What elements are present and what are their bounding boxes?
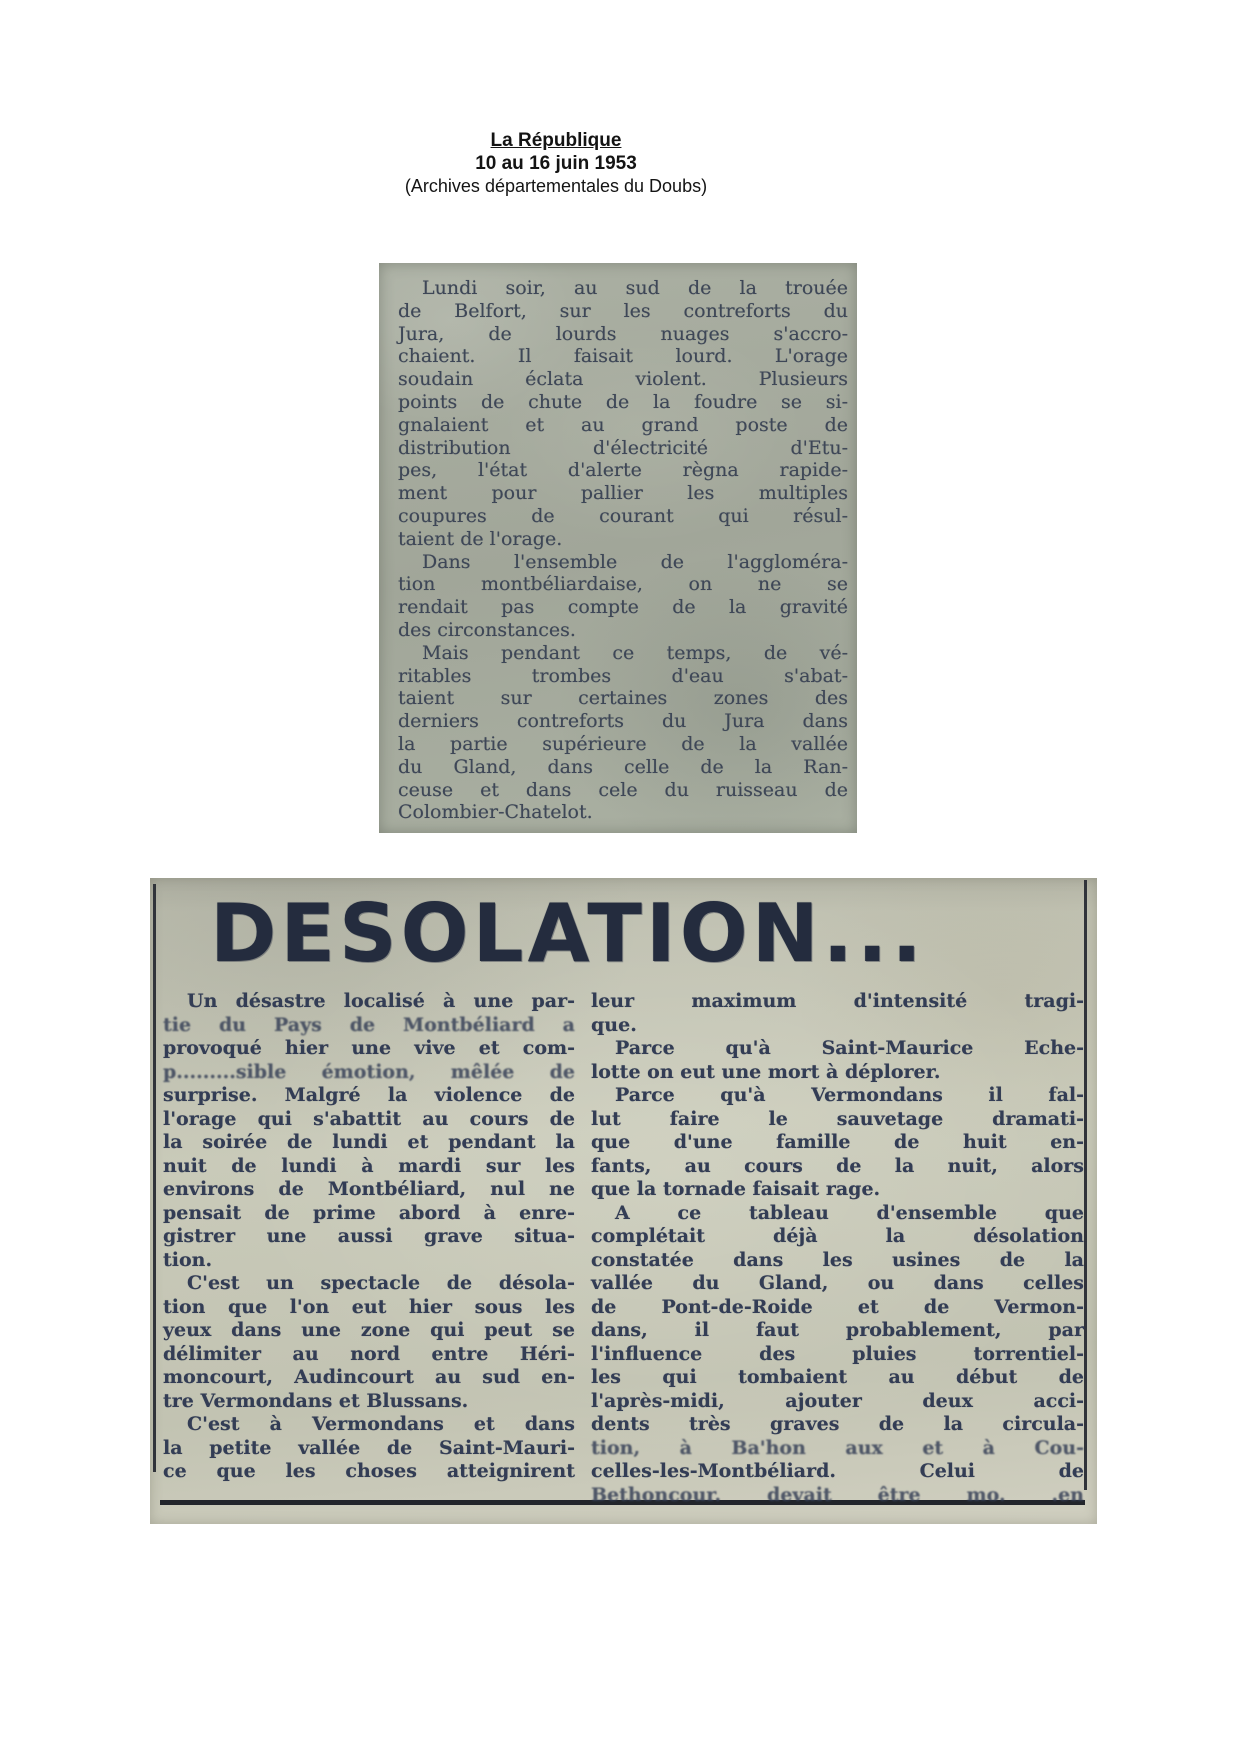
text-line: taient de l'orage. — [398, 527, 563, 550]
text-line: gnalaient et au grand poste de — [398, 413, 848, 436]
text-line: que d'une famille de huit en- — [591, 1131, 1084, 1153]
text-line: ceuse et dans cele du ruisseau de — [398, 778, 848, 801]
newspaper-clipping-storm-report — [379, 263, 857, 833]
text-line: Jura, de lourds nuages s'accro- — [398, 322, 848, 345]
article-left-column — [163, 990, 575, 1507]
text-line: la petite vallée de Saint-Mauri- — [163, 1436, 575, 1459]
archive-source: (Archives départementales du Doubs) — [404, 176, 708, 196]
article-headline: DESOLATION... — [210, 887, 926, 980]
text-line: de Belfort, sur les contreforts du — [398, 299, 848, 322]
text-line: pensait de prime abord à enre- — [163, 1201, 575, 1224]
text-line: rendait pas compte de la gravité — [398, 596, 848, 619]
text-line: lotte on eut une mort à déplorer. — [591, 1060, 941, 1083]
right-border-rule — [1084, 880, 1087, 1490]
text-line: soudain éclata violent. Plusieurs — [398, 368, 848, 391]
text-line: C'est à Vermondans et dans — [187, 1413, 575, 1435]
text-line: Dans l'ensemble de l'aggloméra- — [422, 550, 848, 573]
publication-date-range: 10 au 16 juin 1953 — [475, 153, 637, 174]
text-line: celles-les-Montbéliard. Celui de — [591, 1460, 1084, 1482]
text-line: tion montbéliardaise, on ne se — [398, 573, 848, 596]
clipping-text-column — [398, 277, 848, 824]
text-line: Mais pendant ce temps, de vé- — [422, 641, 848, 664]
text-line: l'après-midi, ajouter deux acci- — [591, 1389, 1084, 1412]
text-line: Lundi soir, au sud de la trouée — [422, 277, 848, 299]
text-line: Parce qu'à Saint-Maurice Eche- — [615, 1037, 1084, 1059]
text-line: nuit de lundi à mardi sur les — [163, 1154, 575, 1177]
text-line: Bethoncour. devait être mo. .en — [591, 1483, 1084, 1506]
text-line: environs de Montbéliard, nul ne — [163, 1178, 575, 1200]
text-line: l'orage qui s'abattit au cours de — [163, 1107, 575, 1130]
left-border-rule — [153, 884, 156, 1472]
text-line: tion. — [163, 1248, 213, 1271]
text-line: p.........sible émotion, mêlée de — [163, 1060, 575, 1083]
text-line: dents très graves de la circula- — [591, 1413, 1084, 1435]
text-line: ment pour pallier les multiples — [398, 482, 848, 505]
text-line: fants, au cours de la nuit, alors — [591, 1154, 1084, 1177]
text-line: leur maximum d'intensité tragi- — [591, 990, 1084, 1012]
text-line: les qui tombaient au début de — [591, 1366, 1084, 1388]
text-line: des circonstances. — [398, 618, 576, 641]
text-line: constatée dans les usines de la — [591, 1248, 1084, 1271]
text-line: que. — [591, 1013, 637, 1036]
text-line: coupures de courant qui résul- — [398, 504, 848, 527]
text-line: la soirée de lundi et pendant la — [163, 1131, 575, 1153]
text-line: Parce qu'à Vermondans il fal- — [615, 1084, 1084, 1106]
text-line: chaient. Il faisait lourd. L'orage — [398, 345, 848, 368]
text-line: derniers contreforts du Jura dans — [398, 710, 848, 733]
text-line: du Gland, dans celle de la Ran- — [398, 755, 848, 778]
text-line: Un désastre localisé à une par- — [187, 990, 575, 1012]
text-line: tion, à Ba'hon aux et à Cou- — [591, 1436, 1084, 1459]
text-line: yeux dans une zone qui peut se — [163, 1319, 575, 1341]
text-line: ce que les choses atteignirent — [163, 1460, 575, 1482]
text-line: moncourt, Audincourt au sud en- — [163, 1366, 575, 1388]
text-line: lut faire le sauvetage dramati- — [591, 1107, 1084, 1130]
text-line: points de chute de la foudre se si- — [398, 390, 848, 413]
text-line: que la tornade faisait rage. — [591, 1178, 881, 1200]
text-line: tie du Pays de Montbéliard a — [163, 1013, 575, 1036]
text-line: gistrer une aussi grave situa- — [163, 1225, 575, 1247]
text-line: de Pont-de-Roide et de Vermon- — [591, 1295, 1084, 1318]
text-line: vallée du Gland, ou dans celles — [591, 1272, 1084, 1294]
text-line: tion que l'on eut hier sous les — [163, 1295, 575, 1318]
text-line: tre Vermondans et Blussans. — [163, 1389, 469, 1412]
text-line: complétait déjà la désolation — [591, 1225, 1084, 1247]
text-line: délimiter au nord entre Héri- — [163, 1342, 575, 1365]
article-right-column — [591, 990, 1084, 1507]
text-line: A ce tableau d'ensemble que — [615, 1201, 1084, 1224]
text-line: C'est un spectacle de désola- — [187, 1272, 575, 1294]
text-line: dans, il faut probablement, par — [591, 1319, 1084, 1341]
newspaper-clipping-desolation — [150, 878, 1097, 1524]
text-line: ritables trombes d'eau s'abat- — [398, 664, 848, 687]
text-line: distribution d'électricité d'Etu- — [398, 436, 848, 459]
text-line: Colombier-Chatelot. — [398, 801, 593, 824]
text-line: l'influence des pluies torrentiel- — [591, 1342, 1084, 1365]
text-line: surprise. Malgré la violence de — [163, 1084, 575, 1106]
text-line: provoqué hier une vive et com- — [163, 1037, 575, 1059]
publication-title: La République — [490, 130, 622, 151]
text-line: pes, l'état d'alerte règna rapide- — [398, 459, 848, 482]
text-line: la partie supérieure de la vallée — [398, 732, 848, 755]
document-header — [0, 129, 1112, 198]
article-columns — [163, 990, 1084, 1507]
text-line: taient sur certaines zones des — [398, 687, 848, 710]
